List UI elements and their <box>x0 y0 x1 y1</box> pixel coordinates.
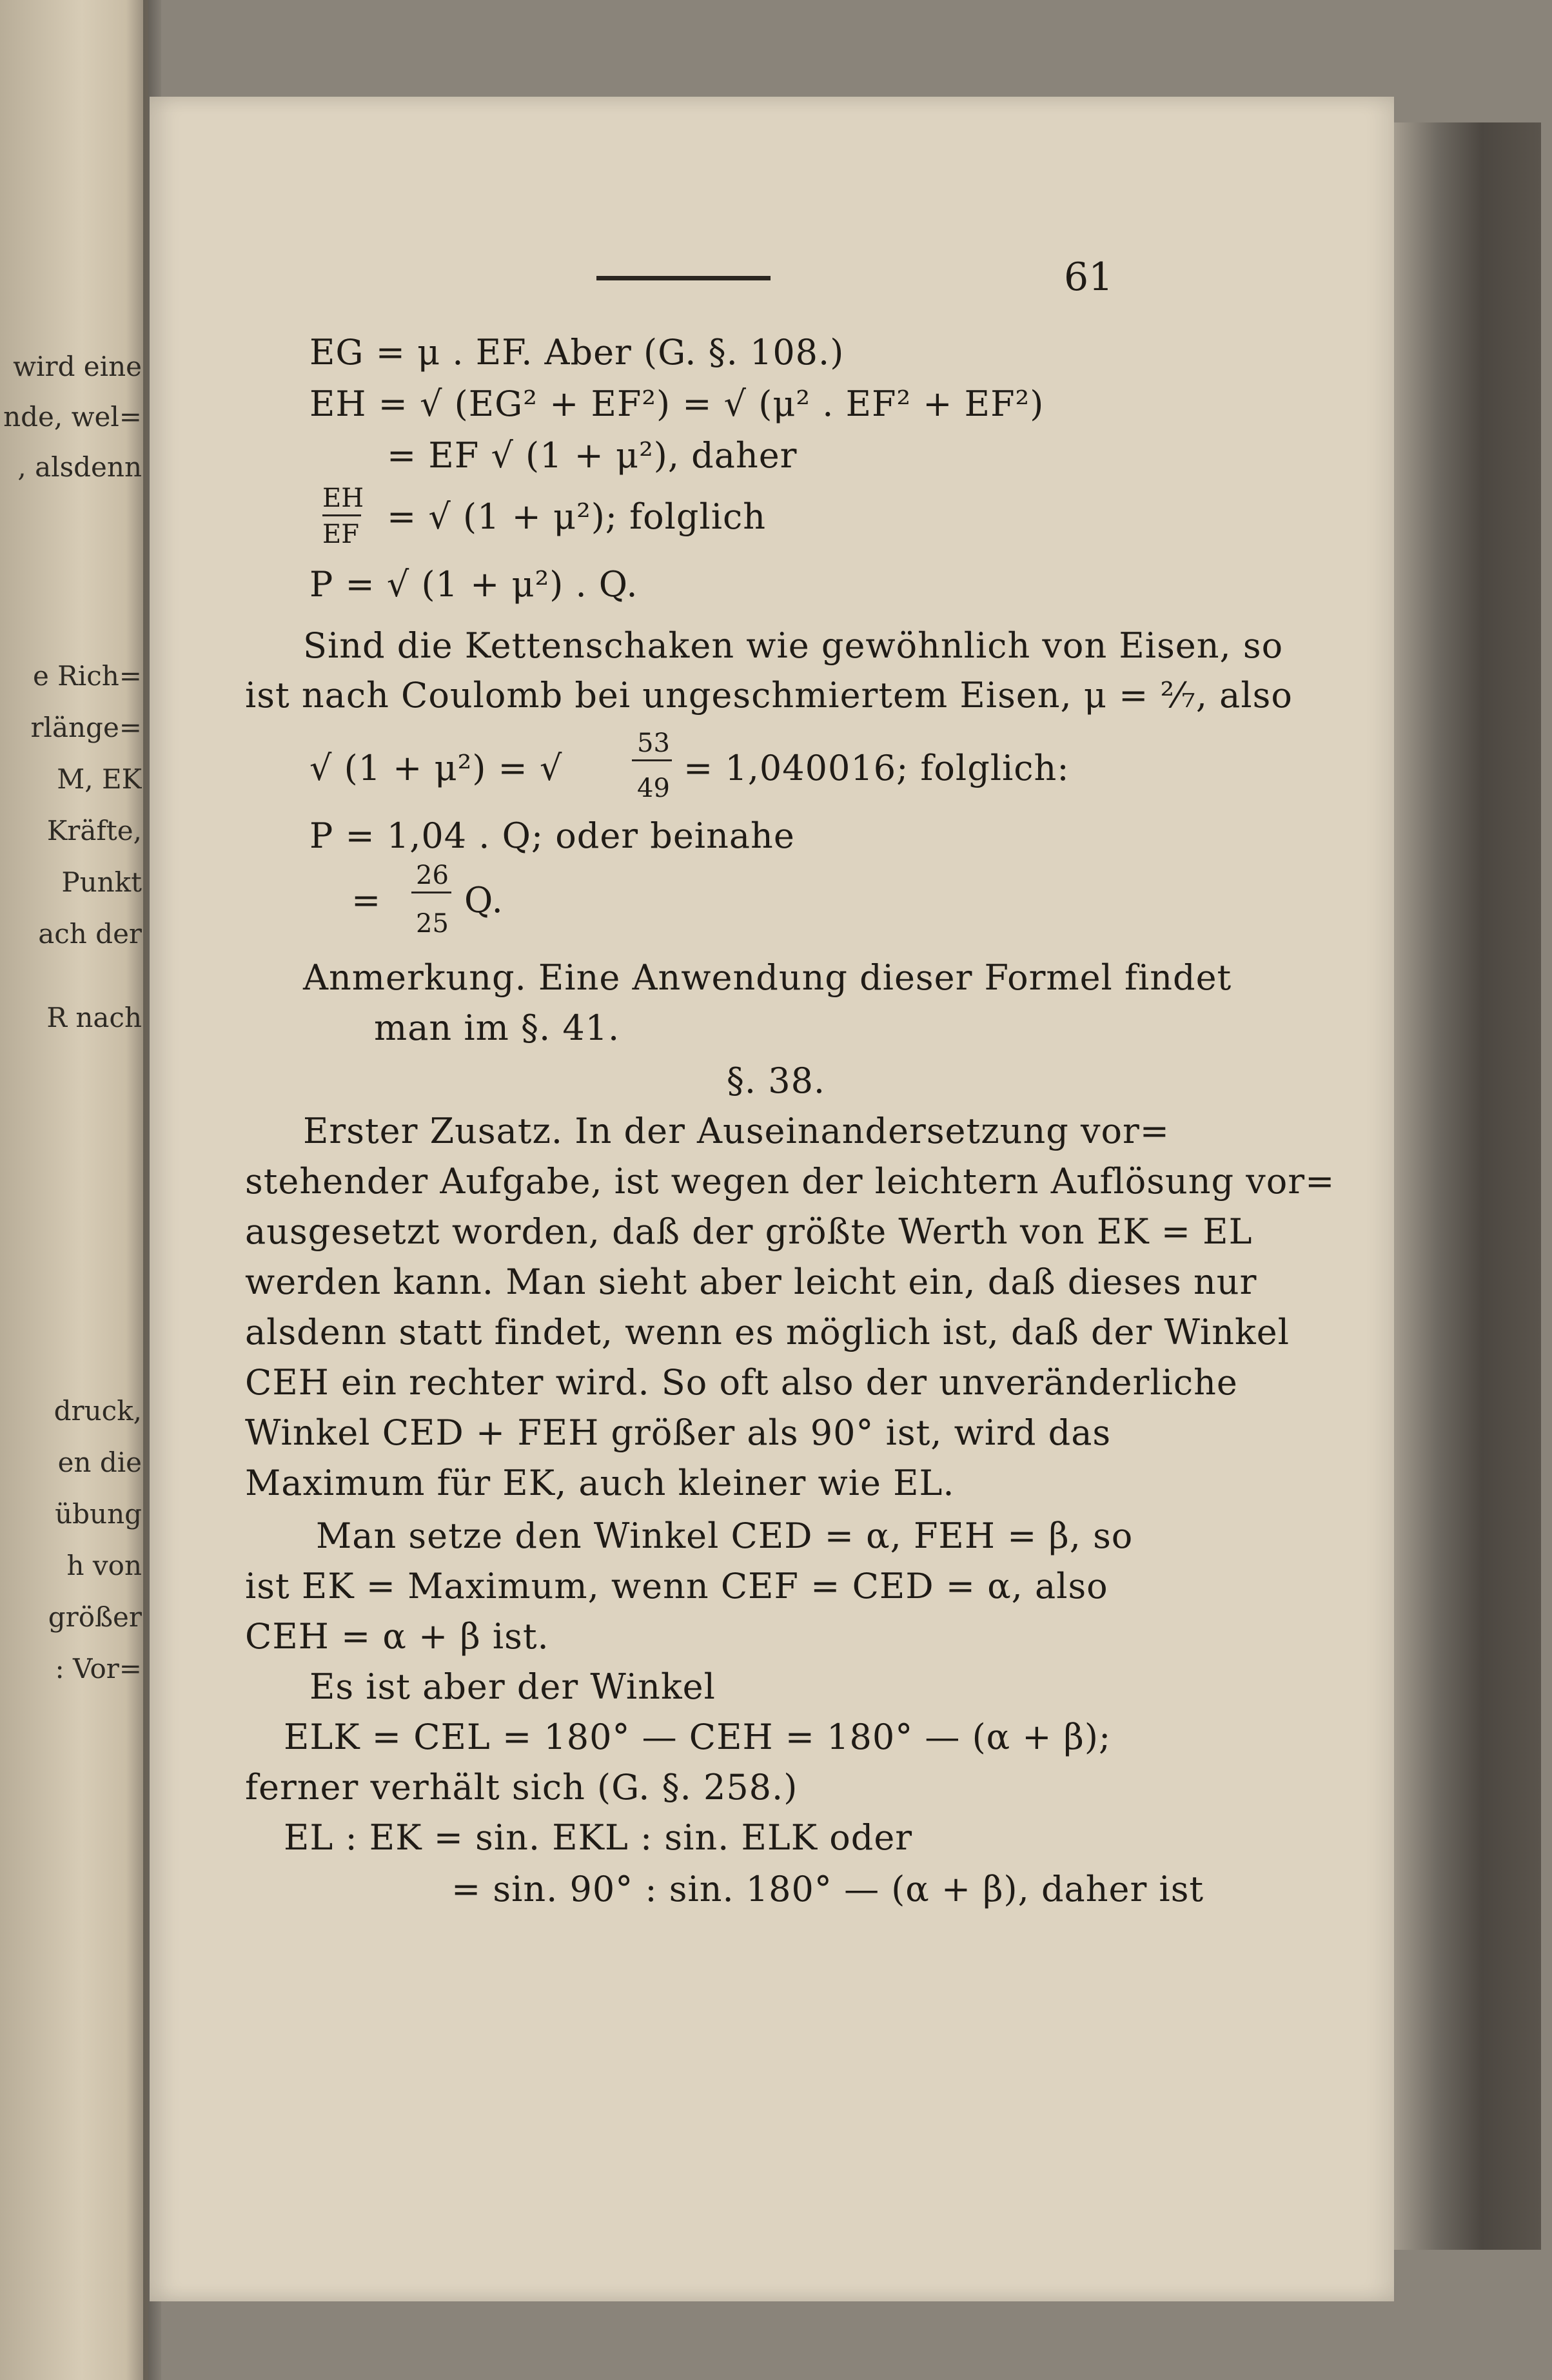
text-line: EG = μ . EF. Aber (G. §. 108.) <box>309 332 845 373</box>
text-line: = <box>351 880 382 921</box>
left-fragment: druck, <box>54 1395 142 1427</box>
left-fragment: Kräfte, <box>46 815 142 846</box>
fraction-denominator: EF <box>322 520 359 549</box>
fraction-numerator: EH <box>322 483 364 513</box>
text-line: P = 1,04 . Q; oder beinahe <box>309 815 795 856</box>
text-line: = 1,040016; folglich: <box>683 748 1070 788</box>
text-line: Winkel CED + FEH größer als 90° ist, wird das <box>245 1412 1112 1453</box>
book-edge <box>1393 122 1541 2250</box>
left-fragment: en die <box>57 1447 142 1478</box>
text-line: = sin. 90° : sin. 180° — (α + β), daher ist <box>451 1869 1204 1909</box>
text-line: Q. <box>464 880 504 921</box>
left-fragment: : Vor= <box>55 1653 142 1684</box>
left-fragment: nde, wel= <box>3 401 142 433</box>
text-line: EH = √ (EG² + EF²) = √ (μ² . EF² + EF²) <box>309 384 1045 424</box>
header-rule <box>596 276 771 280</box>
text-line: CEH = α + β ist. <box>245 1616 549 1657</box>
left-fragment: wird eine <box>13 351 142 382</box>
page-number: 61 <box>1064 255 1114 300</box>
text-line: Maximum für EK, auch kleiner wie EL. <box>245 1463 955 1503</box>
text-line: ist nach Coulomb bei ungeschmiertem Eisen, μ = ²⁄₇, also <box>245 675 1293 716</box>
fraction-bar <box>322 514 361 516</box>
text-line: ELK = CEL = 180° — CEH = 180° — (α + β); <box>284 1717 1112 1757</box>
left-fragment: R nach <box>46 1002 142 1033</box>
fraction-bar <box>411 892 451 893</box>
text-line: = EF √ (1 + μ²), daher <box>387 435 798 476</box>
left-fragment: , alsdenn <box>17 451 142 483</box>
left-fragment: rlänge= <box>30 712 142 743</box>
fraction-numerator: 53 <box>637 728 670 758</box>
fraction-denominator: 49 <box>637 774 670 803</box>
text-line: ferner verhält sich (G. §. 258.) <box>245 1767 798 1808</box>
left-fragment: h von <box>66 1550 142 1581</box>
left-fragment: Punkt <box>61 866 142 898</box>
left-fragment: übung <box>55 1498 142 1530</box>
text-line: = √ (1 + μ²); folglich <box>387 496 767 537</box>
fraction-numerator: 26 <box>416 861 449 890</box>
text-line: ist EK = Maximum, wenn CEF = CED = α, also <box>245 1566 1108 1606</box>
text-line: ausgesetzt worden, daß der größte Werth von EK = EL <box>245 1211 1253 1252</box>
text-line: P = √ (1 + μ²) . Q. <box>309 564 638 605</box>
left-fragment: ach der <box>38 918 142 950</box>
paragraph-heading: Erster Zusatz. In der Auseinandersetzung vor= <box>303 1111 1170 1151</box>
section-number: §. 38. <box>726 1060 826 1101</box>
fraction-bar <box>632 759 672 761</box>
text-line: Es ist aber der Winkel <box>309 1666 716 1707</box>
text-line: EL : EK = sin. EKL : sin. ELK oder <box>284 1817 913 1858</box>
text-line: stehender Aufgabe, ist wegen der leichtern Auflösung vor= <box>245 1161 1335 1202</box>
text-line: werden kann. Man sieht aber leicht ein, daß dieses nur <box>245 1262 1257 1302</box>
text-line: CEH ein rechter wird. So oft also der unveränderliche <box>245 1362 1238 1403</box>
text-line: Sind die Kettenschaken wie gewöhnlich von Eisen, so <box>303 625 1284 666</box>
text-line: Man setze den Winkel CED = α, FEH = β, so <box>316 1516 1134 1556</box>
left-fragment: e Rich= <box>32 660 142 692</box>
text-line: alsdenn statt findet, wenn es möglich ist, daß der Winkel <box>245 1312 1290 1352</box>
left-fragment: größer <box>48 1601 142 1633</box>
text-line: √ (1 + μ²) = √ <box>309 748 563 788</box>
text-line: man im §. 41. <box>374 1008 620 1048</box>
left-fragment: M, EK <box>57 763 142 795</box>
fraction-denominator: 25 <box>416 909 449 939</box>
note-heading: Anmerkung. Eine Anwendung dieser Formel findet <box>303 957 1232 998</box>
